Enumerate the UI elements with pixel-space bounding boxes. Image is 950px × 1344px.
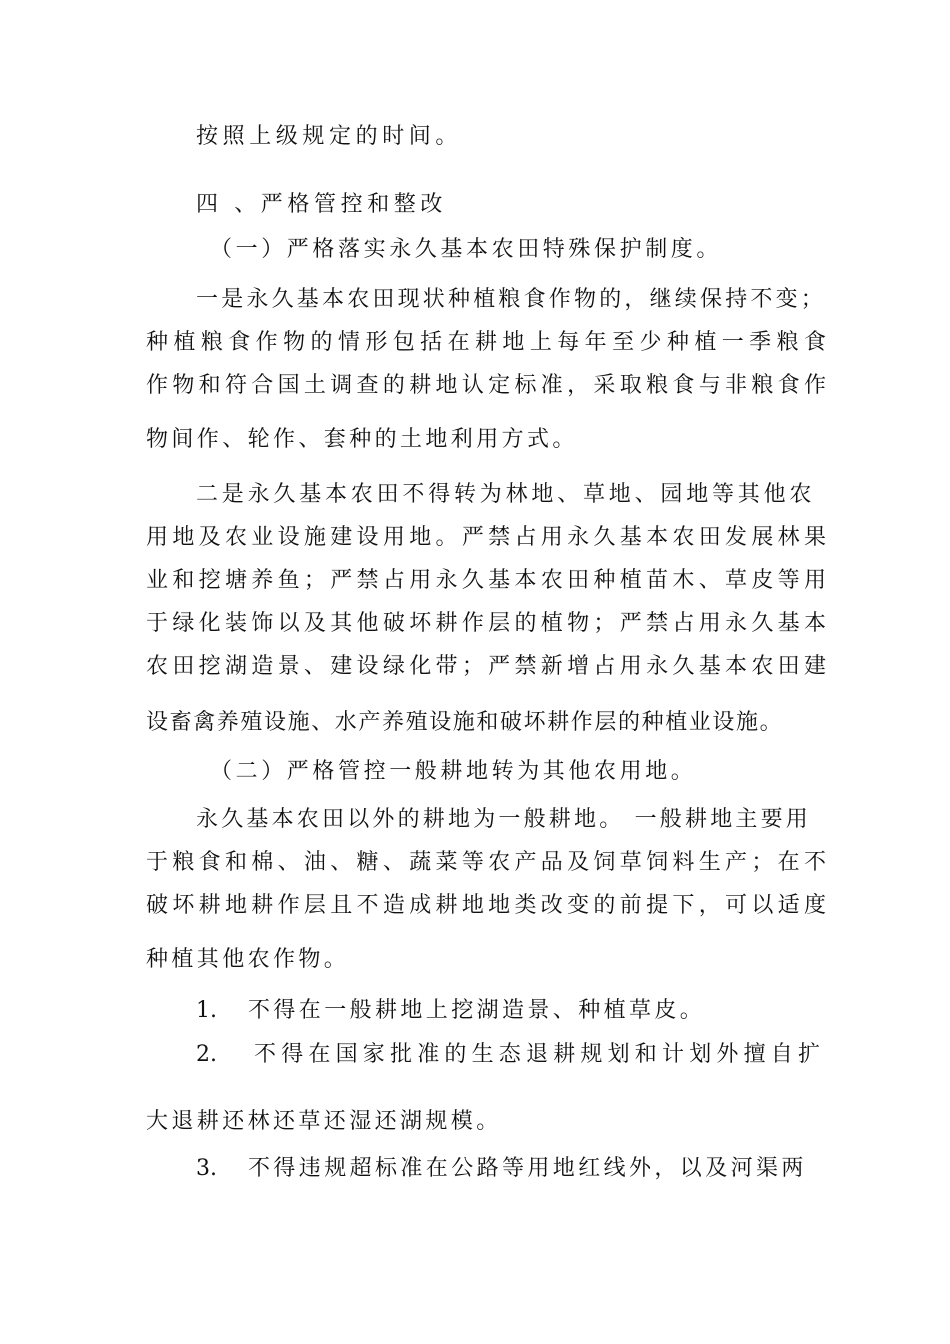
list-item-text: 不得在国家批准的生态退耕规划和计划外擅自扩 xyxy=(254,1042,826,1067)
paragraph-line: 种植粮食作物的情形包括在耕地上每年至少种植一季粮食 xyxy=(146,330,826,355)
subsection-heading: （一）严格落实永久基本农田特殊保护制度。 xyxy=(210,237,723,262)
list-number: 2. xyxy=(196,1042,217,1067)
paragraph-line: 永久基本农田以外的耕地为一般耕地。 一般耕地主要用 xyxy=(196,807,811,832)
paragraph-line: 二是永久基本农田不得转为林地、草地、园地等其他农 xyxy=(196,482,816,507)
paragraph-line: 农田挖湖造景、建设绿化带；严禁新增占用永久基本农田建 xyxy=(146,654,826,679)
section-heading: 四 、严格管控和整改 xyxy=(196,192,447,217)
list-item-text: 不得违规超标准在公路等用地红线外，以及河渠两 xyxy=(248,1156,807,1181)
paragraph-line: 一是永久基本农田现状种植粮食作物的，继续保持不变； xyxy=(196,287,827,312)
paragraph-line: 破坏耕地耕作层且不造成耕地地类改变的前提下，可以适度 xyxy=(146,893,826,918)
subsection-heading: （二）严格管控一般耕地转为其他农用地。 xyxy=(210,759,697,784)
paragraph-line: 于粮食和棉、油、糖、蔬菜等农产品及饲草饲料生产；在不 xyxy=(146,850,826,875)
paragraph-line: 作物和符合国土调查的耕地认定标准，采取粮食与非粮食作 xyxy=(146,373,826,398)
list-number: 1. xyxy=(196,998,217,1023)
list-number: 3. xyxy=(196,1156,217,1181)
paragraph-line: 按照上级规定的时间。 xyxy=(196,124,463,149)
paragraph-line: 用地及农业设施建设用地。严禁占用永久基本农田发展林果 xyxy=(146,525,826,550)
paragraph-line: 业和挖塘养鱼；严禁占用永久基本农田种植苗木、草皮等用 xyxy=(146,568,826,593)
paragraph-line: 设畜禽养殖设施、水产养殖设施和破坏耕作层的种植业设施。 xyxy=(146,710,784,735)
paragraph-line: 于绿化装饰以及其他破坏耕作层的植物；严禁占用永久基本 xyxy=(146,611,826,636)
list-item-text: 大退耕还林还草还湿还湖规模。 xyxy=(146,1109,502,1134)
paragraph-line: 物间作、轮作、套种的土地利用方式。 xyxy=(146,427,578,452)
paragraph-line: 种植其他农作物。 xyxy=(146,947,350,972)
list-item-text: 不得在一般耕地上挖湖造景、种植草皮。 xyxy=(248,998,706,1023)
